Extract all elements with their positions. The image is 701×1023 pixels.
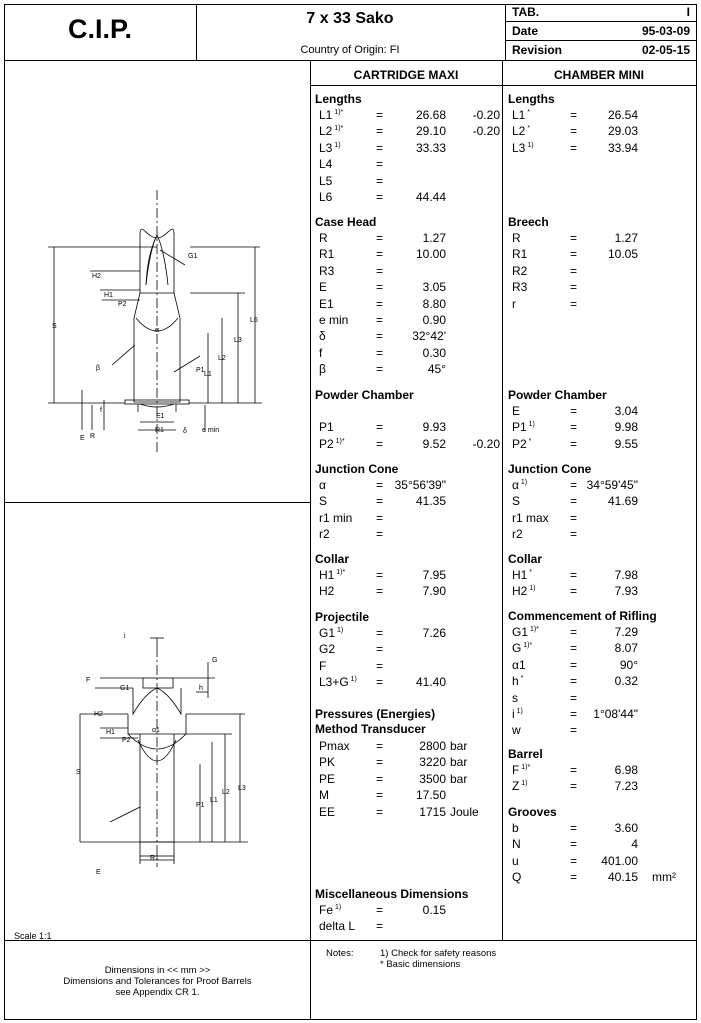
spec-equals: = [376, 345, 384, 360]
section-title: Lengths [315, 92, 362, 106]
date-label: Date [512, 24, 539, 38]
spec-value: 9.55 [614, 436, 638, 451]
cartridge-dim-label: E1 [156, 413, 165, 420]
spec-footnote: * [527, 569, 533, 576]
spec-value: 33.94 [607, 140, 638, 155]
chamber-dim-label: P1 [196, 802, 205, 809]
spec-label: F $^{1)*}$ [512, 763, 531, 777]
spec-footnote: 1) [518, 479, 528, 486]
chamber-drawing [0, 502, 310, 940]
spec-value: 7.90 [422, 584, 446, 599]
cartridge-heading: CARTRIDGE MAXI [353, 68, 459, 82]
spec-label: α [319, 478, 326, 492]
spec-label: P1 $^{1)}$ [512, 420, 535, 435]
spec-footnote: * [525, 109, 531, 116]
cartridge-drawing-labels [52, 253, 258, 442]
spec-equals: = [570, 527, 578, 542]
date-value: 95-03-09 [641, 24, 690, 38]
spec-value: 41.35 [415, 494, 446, 509]
cartridge-dim-label: L2 [218, 355, 226, 362]
spec-equals: = [570, 690, 578, 705]
spec-value: 7.29 [614, 625, 638, 639]
spec-equals: = [376, 263, 384, 278]
spec-footnote: 1) [514, 708, 523, 715]
spec-equals: = [570, 263, 578, 278]
spec-tolerance: -0.20 [472, 436, 500, 451]
spec-label: L1 * [512, 108, 531, 122]
spec-label: F [319, 658, 327, 673]
chamber-dim-label: H1 [106, 729, 115, 736]
spec-value: 3500 [419, 771, 446, 786]
spec-label: delta L [319, 919, 356, 934]
cartridge-dim-label: H2 [92, 273, 101, 280]
spec-equals: = [570, 280, 578, 295]
spec-equals: = [570, 478, 578, 492]
spec-label: L6 [319, 190, 333, 204]
cartridge-dim-label: R [90, 433, 96, 440]
spec-value: 0.90 [422, 313, 446, 327]
spec-label: R2 [512, 263, 528, 278]
spec-value: 10.05 [607, 247, 638, 262]
spec-label: L3+G $^{1)}$ [319, 675, 357, 690]
spec-equals: = [570, 140, 578, 155]
section-title: Junction Cone [508, 462, 592, 476]
spec-footnote: 1)* [521, 642, 533, 650]
spec-footnote: 1)* [519, 764, 531, 771]
spec-equals: = [376, 329, 384, 344]
spec-value: 0.32 [614, 674, 638, 689]
spec-label: H2 [319, 584, 335, 599]
spec-label: L5 [319, 173, 333, 188]
spec-label: L3 $^{1)}$ [512, 140, 534, 155]
spec-equals: = [376, 739, 384, 753]
chamber-dim-label: i [124, 633, 126, 640]
spec-equals: = [376, 478, 384, 492]
chamber-dim-label: L2 [222, 789, 230, 796]
spec-equals: = [376, 755, 384, 770]
spec-value: 26.68 [415, 108, 446, 122]
notes-label: Notes: [326, 948, 354, 959]
spec-footnote: * [518, 675, 524, 683]
spec-equals: = [570, 853, 578, 868]
spec-equals: = [376, 280, 384, 295]
section-title: Pressures (Energies) [315, 707, 436, 721]
spec-value: 35°56'39" [394, 478, 446, 492]
spec-value: 90° [619, 657, 638, 672]
spec-equals: = [376, 140, 384, 155]
spec-equals: = [570, 625, 578, 639]
spec-equals: = [376, 296, 384, 311]
section-title: Case Head [315, 215, 377, 229]
spec-label: P2 * [512, 436, 532, 451]
spec-equals: = [570, 641, 578, 656]
spec-value: 17.50 [415, 788, 446, 803]
spec-equals: = [570, 568, 578, 582]
spec-label: L3 $^{1)}$ [319, 140, 341, 155]
spec-label: G1 $^{1)}$ [319, 626, 344, 640]
note-safety: 1) Check for safety reasons [380, 948, 497, 959]
spec-value: 1715 [419, 804, 446, 819]
spec-label: δ [319, 329, 326, 344]
chamber-drawing-labels [76, 633, 246, 876]
spec-label: i $^{1)}$ [512, 707, 523, 721]
spec-footnote: 1)* [334, 569, 346, 576]
spec-label: u [512, 853, 519, 868]
spec-label: r1 max [512, 510, 549, 525]
chamber-dim-label: G [212, 657, 218, 664]
spec-label: PE [319, 771, 336, 786]
spec-value: 7.23 [614, 779, 638, 794]
spec-equals: = [376, 527, 384, 542]
cartridge-dim-label: S [52, 323, 57, 330]
spec-equals: = [570, 404, 578, 418]
spec-equals: = [570, 231, 578, 245]
spec-tolerance: -0.20 [472, 124, 500, 139]
section-title: Powder Chamber [508, 388, 607, 402]
country-of-origin: Country of Origin: FI [300, 44, 400, 56]
scale-label: Scale 1:1 [14, 931, 52, 941]
chamber-dim-label: G1 [120, 685, 130, 692]
spec-footnote: 1)* [333, 437, 345, 445]
cartridge-drawing [0, 60, 310, 502]
spec-equals: = [570, 296, 578, 311]
spec-value: 2800 [419, 739, 446, 753]
spec-value: 3.05 [422, 280, 446, 295]
section-title: Collar [508, 552, 543, 566]
section-title: Collar [315, 552, 350, 566]
spec-label: P1 [319, 420, 334, 435]
tab-label: TAB. [512, 5, 540, 19]
spec-equals: = [570, 108, 578, 122]
spec-equals: = [570, 779, 578, 794]
spec-equals: = [376, 190, 384, 204]
spec-value: 7.93 [614, 584, 638, 599]
section-title: Lengths [508, 92, 555, 106]
spec-value: 3220 [419, 755, 446, 770]
spec-equals: = [570, 494, 578, 509]
section-title: Projectile [315, 610, 370, 624]
spec-value: 1°08'44" [593, 707, 638, 721]
spec-equals: = [376, 494, 384, 509]
spec-label: α1 [512, 657, 526, 672]
chamber-heading: CHAMBER MINI [554, 68, 644, 82]
spec-equals: = [376, 313, 384, 327]
spec-label: S [512, 494, 521, 509]
spec-label: r2 [512, 527, 523, 542]
spec-equals: = [376, 771, 384, 786]
spec-equals: = [376, 436, 384, 451]
section-subtitle: Method Transducer [315, 722, 426, 736]
spec-equals: = [376, 584, 384, 599]
chamber-dim-label: E [96, 869, 101, 876]
spec-equals: = [376, 788, 384, 803]
spec-footnote: 1) [335, 627, 344, 634]
spec-label: L4 [319, 157, 333, 172]
spec-equals: = [570, 436, 578, 451]
spec-label: G $^{1)*}$ [512, 641, 533, 656]
dimensions-note-3: see Appendix CR 1. [115, 987, 200, 998]
spec-value: 8.80 [422, 296, 446, 311]
spec-value: 7.95 [422, 568, 446, 582]
chamber-dim-label: P2 [122, 737, 131, 744]
spec-equals: = [376, 675, 384, 690]
cip-logo: C.I.P. [67, 14, 133, 44]
spec-unit: mm² [652, 870, 676, 885]
spec-label: r1 min [319, 510, 353, 525]
spec-equals: = [570, 674, 578, 689]
revision-label: Revision [512, 43, 563, 57]
spec-equals: = [376, 247, 384, 262]
spec-equals: = [376, 362, 384, 377]
spec-value: 41.69 [607, 494, 638, 509]
spec-equals: = [376, 804, 384, 819]
cartridge-dim-label: e min [202, 427, 220, 434]
spec-footnote: 1) [348, 676, 357, 684]
cartridge-dim-label: α [155, 327, 160, 334]
spec-value: 9.52 [422, 436, 446, 451]
spec-label: E [319, 280, 328, 295]
note-basic: * Basic dimensions [380, 959, 461, 970]
chamber-dim-label: L3 [238, 785, 246, 792]
spec-equals: = [570, 837, 578, 852]
chamber-dim-label: F [86, 677, 91, 684]
page-title: 7 x 33 Sako [306, 10, 394, 27]
spec-label: α $^{1)}$ [512, 478, 528, 492]
revision-value: 02-05-15 [641, 43, 690, 57]
chamber-dim-label: L1 [210, 797, 218, 804]
spec-label: E [512, 404, 521, 418]
spec-label: R1 [512, 247, 528, 262]
spec-equals: = [570, 420, 578, 435]
spec-value: 8.07 [614, 641, 638, 656]
spec-unit: bar [450, 771, 468, 786]
spec-value: 4 [631, 837, 638, 852]
cartridge-dim-label: f [100, 407, 102, 414]
chamber-dim-label: h [199, 685, 203, 692]
cartridge-dim-label: P2 [118, 301, 127, 308]
spec-label: r [512, 296, 516, 311]
spec-value: 41.40 [415, 675, 446, 690]
cartridge-dim-label: P1 [196, 367, 205, 374]
section-title: Breech [508, 215, 549, 229]
spec-equals: = [570, 510, 578, 525]
spec-value: 40.15 [607, 870, 638, 885]
spec-equals: = [376, 157, 384, 172]
spec-equals: = [376, 510, 384, 525]
cartridge-dim-label: β [96, 365, 101, 372]
spec-footnote: * [525, 125, 531, 133]
spec-equals: = [570, 870, 578, 885]
section-title: Miscellaneous Dimensions [315, 887, 469, 901]
spec-equals: = [376, 642, 384, 657]
spec-label: N [512, 837, 521, 852]
spec-footnote: 1) [332, 141, 341, 149]
spec-unit: bar [450, 739, 468, 753]
cartridge-dim-label: H1 [104, 292, 113, 299]
spec-value: 3.60 [614, 821, 638, 835]
spec-footnote: 1) [525, 141, 534, 149]
spec-footnote: 1) [519, 780, 528, 788]
spec-label: Pmax [319, 739, 350, 753]
spec-label: L1 $^{1)*}$ [319, 108, 344, 122]
cartridge-dim-label: L6 [250, 317, 258, 324]
spec-label: H1 * [512, 568, 533, 582]
spec-label: Q [512, 870, 522, 885]
spec-label: L2 $^{1)*}$ [319, 124, 344, 139]
spec-label: H1 $^{1)*}$ [319, 568, 346, 582]
spec-equals: = [376, 903, 384, 917]
spec-equals: = [570, 247, 578, 262]
spec-equals: = [376, 568, 384, 582]
dimensions-note-1: Dimensions in << mm >> [104, 965, 211, 976]
spec-equals: = [570, 584, 578, 599]
spec-value: 0.15 [422, 903, 446, 917]
cartridge-dim-label: L3 [234, 337, 242, 344]
spec-value: 9.98 [614, 420, 638, 435]
spec-value: 45° [427, 362, 446, 377]
spec-footnote: 1)* [332, 109, 344, 116]
spec-footnote: 1)* [528, 626, 539, 633]
tab-value: I [686, 5, 690, 19]
spec-label: L2 * [512, 124, 531, 139]
spec-unit: bar [450, 755, 468, 770]
spec-equals: = [376, 626, 384, 640]
spec-value: 401.00 [601, 853, 638, 868]
cartridge-dim-label: G1 [188, 253, 198, 260]
spec-label: E1 [319, 296, 334, 311]
spec-label: s [512, 690, 518, 705]
cartridge-dim-label: L1 [204, 371, 212, 378]
chamber-dim-label: S [76, 769, 81, 776]
spec-label: PK [319, 755, 336, 770]
spec-equals: = [570, 124, 578, 139]
spec-equals: = [376, 124, 384, 139]
spec-equals: = [570, 723, 578, 738]
spec-equals: = [376, 658, 384, 673]
spec-equals: = [376, 919, 384, 934]
spec-value: 1.27 [614, 231, 638, 245]
chamber-dim-label: R1 [150, 855, 159, 862]
spec-value: 10.00 [415, 247, 446, 262]
dimensions-note-2: Dimensions and Tolerances for Proof Barrels [63, 976, 252, 987]
spec-label: G2 [319, 642, 336, 657]
spec-footnote: 1) [526, 421, 535, 429]
spec-unit: Joule [450, 804, 479, 819]
spec-equals: = [570, 657, 578, 672]
spec-equals: = [376, 173, 384, 188]
section-title: Junction Cone [315, 462, 399, 476]
cartridge-dim-label: δ [183, 428, 187, 435]
spec-value: 0.30 [422, 345, 446, 360]
spec-equals: = [376, 420, 384, 435]
spec-label: R1 [319, 247, 335, 262]
spec-value: 44.44 [415, 190, 446, 204]
spec-label: h * [512, 674, 524, 689]
spec-equals: = [376, 231, 384, 245]
spec-value: 6.98 [614, 763, 638, 777]
spec-label: H2 $^{1)}$ [512, 584, 536, 599]
spec-label: R [512, 231, 521, 245]
spec-footnote: 1) [333, 904, 342, 911]
spec-footnote: 1) [527, 585, 536, 593]
spec-value: 32°42' [412, 329, 446, 344]
spec-label: S [319, 494, 328, 509]
spec-label: Fe $^{1)}$ [319, 903, 342, 917]
spec-tolerance: -0.20 [472, 108, 500, 122]
section-title: Commencement of Rifling [508, 609, 657, 623]
spec-label: R3 [512, 280, 528, 295]
spec-label: e min [319, 313, 349, 327]
spec-value: 29.10 [415, 124, 446, 139]
cartridge-dim-label: E [80, 435, 85, 442]
spec-label: R [319, 231, 328, 245]
spec-label: Z $^{1)}$ [512, 779, 528, 794]
spec-label: β [319, 362, 326, 377]
spec-equals: = [570, 821, 578, 835]
section-title: Grooves [508, 805, 557, 819]
spec-value: 9.93 [422, 420, 446, 435]
section-title: Powder Chamber [315, 388, 414, 402]
spec-value: 3.04 [614, 404, 638, 418]
spec-label: R3 [319, 263, 335, 278]
spec-label: f [319, 345, 323, 360]
spec-label: EE [319, 804, 336, 819]
spec-equals: = [376, 108, 384, 122]
spec-value: 29.03 [607, 124, 638, 139]
section-title: Barrel [508, 747, 543, 761]
spec-value: 7.98 [614, 568, 638, 582]
spec-label: w [512, 723, 521, 738]
spec-equals: = [570, 763, 578, 777]
spec-label: r2 [319, 527, 330, 542]
spec-label: P2 $^{1)*}$ [319, 436, 345, 451]
spec-label: M [319, 788, 329, 803]
spec-value: 33.33 [415, 140, 446, 155]
spec-label: G1 $^{1)*}$ [512, 625, 539, 639]
spec-value: 34°59'45" [586, 478, 638, 492]
chamber-dim-label: α1 [152, 727, 160, 734]
spec-footnote: * [526, 437, 532, 445]
spec-equals: = [570, 707, 578, 721]
spec-label: b [512, 821, 519, 835]
spec-value: 26.54 [607, 108, 638, 122]
cartridge-dim-label: R1 [155, 427, 164, 434]
spec-value: 7.26 [422, 626, 446, 640]
spec-footnote: 1)* [332, 125, 344, 133]
chamber-dim-label: H2 [94, 711, 103, 718]
spec-value: 1.27 [422, 231, 446, 245]
